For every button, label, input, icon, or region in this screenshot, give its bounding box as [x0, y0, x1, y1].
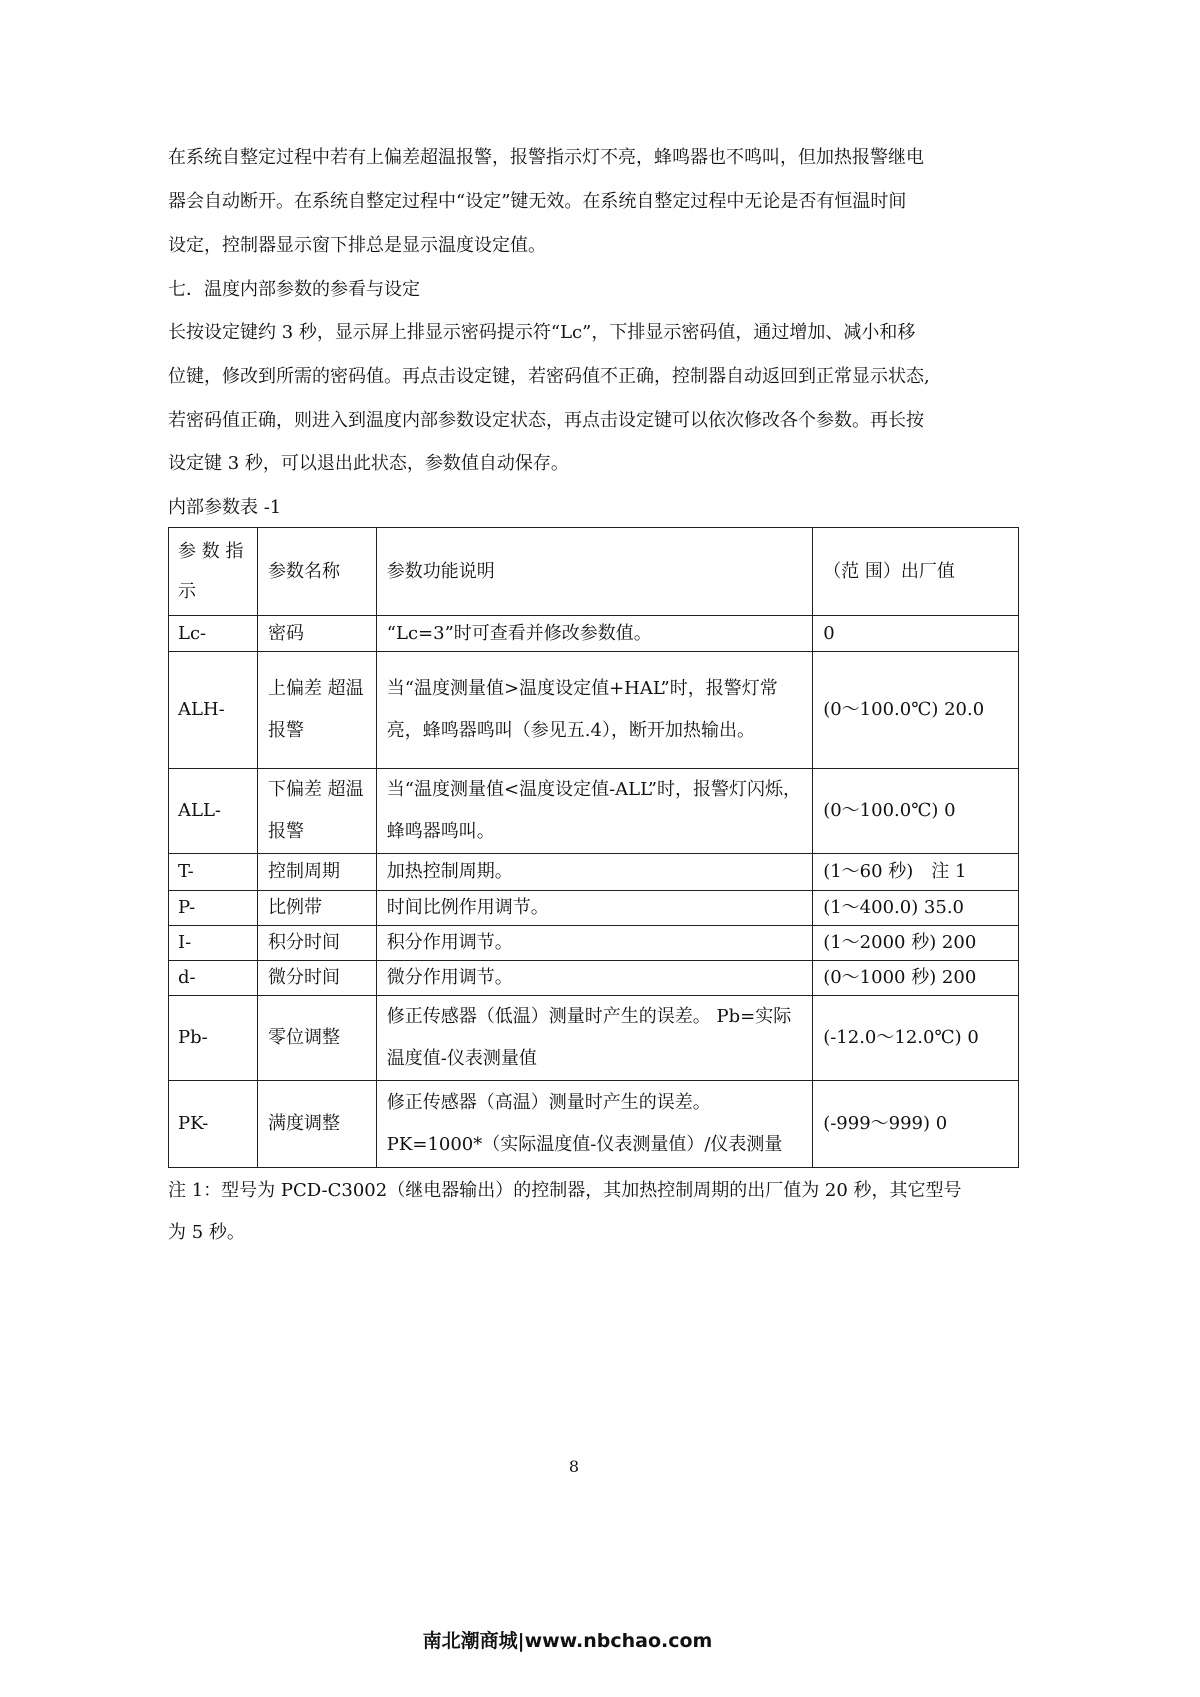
cell-code: P- [169, 891, 258, 926]
paragraph-line: 位键，修改到所需的密码值。再点击设定键，若密码值不正确，控制器自动返回到正常显示状态, [168, 366, 930, 387]
parameter-table [168, 527, 1019, 1168]
table-header-row [169, 528, 1019, 616]
paragraph-line: 器会自动断开。在系统自整定过程中“设定”键无效。在系统自整定过程中无论是否有恒温时间 [168, 191, 907, 212]
cell-desc: 修正传感器（高温）测量时产生的误差。 PK=1000*（实际温度值-仪表测量值）/仪表测量 [376, 1081, 812, 1168]
cell-desc: 当“温度测量值<温度设定值-ALL”时，报警灯闪烁，蜂鸣器鸣叫。 [376, 769, 812, 854]
cell-range: (1～2000 秒) 200 [813, 926, 1019, 961]
table-caption: 内部参数表 -1 [168, 497, 282, 518]
cell-code: T- [169, 854, 258, 891]
cell-range: (0～100.0℃) 20.0 [813, 652, 1019, 769]
header-cell: 参 数 指 示 [169, 528, 258, 616]
cell-desc: 修正传感器（低温）测量时产生的误差。 Pb=实际温度值-仪表测量值 [376, 996, 812, 1081]
cell-code: I- [169, 926, 258, 961]
cell-code: PK- [169, 1081, 258, 1168]
cell-desc: “Lc=3”时可查看并修改参数值。 [376, 616, 812, 652]
cell-code: ALL- [169, 769, 258, 854]
table-row [169, 961, 1019, 996]
cell-range: 0 [813, 616, 1019, 652]
cell-name: 微分时间 [257, 961, 376, 996]
paragraph-line: 若密码值正确，则进入到温度内部参数设定状态，再点击设定键可以依次修改各个参数。再长按 [168, 410, 924, 431]
cell-desc: 积分作用调节。 [376, 926, 812, 961]
note-line: 为 5 秒。 [168, 1222, 245, 1243]
cell-name: 下偏差 超温报警 [257, 769, 376, 854]
footer-watermark[interactable]: 南北潮商城|www.nbchao.com [422, 1630, 713, 1652]
cell-name: 上偏差 超温报警 [257, 652, 376, 769]
table-row [169, 652, 1019, 769]
table-row [169, 996, 1019, 1081]
table-row [169, 616, 1019, 652]
page-number: 8 [568, 1457, 580, 1476]
cell-range: (1～60 秒) 注 1 [813, 854, 1019, 891]
table-row [169, 926, 1019, 961]
cell-range: (-999～999) 0 [813, 1081, 1019, 1168]
cell-desc: 时间比例作用调节。 [376, 891, 812, 926]
cell-name: 密码 [257, 616, 376, 652]
paragraph-line: 在系统自整定过程中若有上偏差超温报警，报警指示灯不亮，蜂鸣器也不鸣叫，但加热报警继电 [168, 147, 924, 168]
paragraph-line: 设定键 3 秒，可以退出此状态，参数值自动保存。 [168, 453, 569, 474]
cell-desc: 微分作用调节。 [376, 961, 812, 996]
cell-name: 零位调整 [257, 996, 376, 1081]
cell-desc: 加热控制周期。 [376, 854, 812, 891]
cell-range: (1～400.0) 35.0 [813, 891, 1019, 926]
table-row [169, 854, 1019, 891]
cell-name: 比例带 [257, 891, 376, 926]
cell-name: 控制周期 [257, 854, 376, 891]
cell-name: 满度调整 [257, 1081, 376, 1168]
cell-desc: 当“温度测量值>温度设定值+HAL”时，报警灯常亮，蜂鸣器鸣叫（参见五.4），断开加热输出。 [376, 652, 812, 769]
cell-code: d- [169, 961, 258, 996]
cell-code: ALH- [169, 652, 258, 769]
header-cell: 参数功能说明 [376, 528, 812, 616]
header-cell: 参数名称 [257, 528, 376, 616]
paragraph-line: 长按设定键约 3 秒，显示屏上排显示密码提示符“Lc”，下排显示密码值，通过增加、减小和移 [168, 322, 916, 343]
table-row [169, 1081, 1019, 1168]
paragraph-line: 设定，控制器显示窗下排总是显示温度设定值。 [168, 235, 546, 256]
cell-range: (0～1000 秒) 200 [813, 961, 1019, 996]
table-row [169, 769, 1019, 854]
cell-range: (0～100.0℃) 0 [813, 769, 1019, 854]
cell-name: 积分时间 [257, 926, 376, 961]
cell-code: Lc- [169, 616, 258, 652]
header-cell: （范 围）出厂值 [813, 528, 1019, 616]
note-line: 注 1：型号为 PCD-C3002（继电器输出）的控制器，其加热控制周期的出厂值为 20 秒，其它型号 [168, 1180, 962, 1201]
table-row [169, 891, 1019, 926]
section-heading: 七．温度内部参数的参看与设定 [168, 279, 420, 300]
cell-range: (-12.0～12.0℃) 0 [813, 996, 1019, 1081]
cell-code: Pb- [169, 996, 258, 1081]
